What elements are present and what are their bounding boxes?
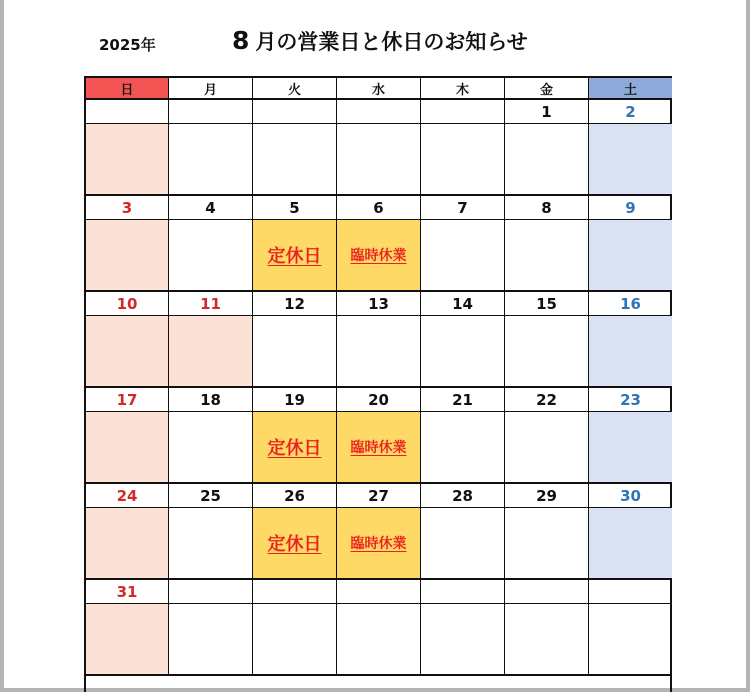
date-number: 12 xyxy=(253,292,337,316)
date-number: 14 xyxy=(421,292,505,316)
day-cell xyxy=(337,124,421,196)
day-cell xyxy=(253,508,337,580)
day-cell xyxy=(253,604,337,676)
date-number: 9 xyxy=(589,196,672,220)
temporary-closure-label: 臨時休業 xyxy=(350,248,407,264)
date-number: 7 xyxy=(421,196,505,220)
day-cell xyxy=(169,412,253,484)
day-cell xyxy=(337,316,421,388)
date-number xyxy=(169,580,253,604)
day-cell xyxy=(421,220,505,292)
temporary-closure-label: 臨時休業 xyxy=(350,440,407,456)
day-cell xyxy=(253,124,337,196)
day-cell xyxy=(337,412,421,484)
day-cell xyxy=(86,508,169,580)
date-number xyxy=(253,580,337,604)
date-number xyxy=(86,100,169,124)
date-number: 22 xyxy=(505,388,589,412)
regular-holiday-label: 定休日 xyxy=(267,246,322,267)
regular-holiday-label: 定休日 xyxy=(267,534,322,555)
day-cell xyxy=(589,220,672,292)
weekday-header: 火 xyxy=(253,78,337,100)
day-cell xyxy=(86,604,169,676)
date-number: 15 xyxy=(505,292,589,316)
date-number: 5 xyxy=(253,196,337,220)
day-cell xyxy=(505,220,589,292)
year-label: 2025年 xyxy=(99,36,156,54)
date-number: 30 xyxy=(589,484,672,508)
day-cell xyxy=(253,412,337,484)
date-number: 8 xyxy=(505,196,589,220)
date-number xyxy=(337,580,421,604)
title-text: 月の営業日と休日のお知らせ xyxy=(255,30,528,54)
day-cell xyxy=(169,124,253,196)
page-title xyxy=(232,26,528,56)
day-cell xyxy=(505,604,589,676)
day-cell xyxy=(337,508,421,580)
day-cell xyxy=(589,508,672,580)
day-cell xyxy=(589,316,672,388)
day-cell xyxy=(169,604,253,676)
date-number xyxy=(337,100,421,124)
date-number xyxy=(421,580,505,604)
day-cell xyxy=(505,508,589,580)
day-cell xyxy=(421,412,505,484)
temporary-closure-label: 臨時休業 xyxy=(350,536,407,552)
date-number: 13 xyxy=(337,292,421,316)
day-cell xyxy=(421,316,505,388)
weekday-header: 金 xyxy=(505,78,589,100)
date-number: 20 xyxy=(337,388,421,412)
date-number: 25 xyxy=(169,484,253,508)
date-number: 3 xyxy=(86,196,169,220)
notice-sheet xyxy=(4,0,746,688)
date-number xyxy=(253,100,337,124)
date-number: 19 xyxy=(253,388,337,412)
date-number: 1 xyxy=(505,100,589,124)
day-cell xyxy=(589,124,672,196)
date-number xyxy=(589,580,672,604)
day-cell xyxy=(253,220,337,292)
date-number xyxy=(421,100,505,124)
date-number: 23 xyxy=(589,388,672,412)
date-number: 17 xyxy=(86,388,169,412)
date-number: 2 xyxy=(589,100,672,124)
date-number: 4 xyxy=(169,196,253,220)
date-number: 24 xyxy=(86,484,169,508)
day-cell xyxy=(86,316,169,388)
date-number: 26 xyxy=(253,484,337,508)
date-number: 10 xyxy=(86,292,169,316)
date-number xyxy=(169,100,253,124)
day-cell xyxy=(589,412,672,484)
day-cell xyxy=(169,220,253,292)
day-cell xyxy=(505,316,589,388)
date-number: 27 xyxy=(337,484,421,508)
weekday-header: 月 xyxy=(169,78,253,100)
date-number: 6 xyxy=(337,196,421,220)
date-number: 21 xyxy=(421,388,505,412)
regular-holiday-label: 定休日 xyxy=(267,438,322,459)
weekday-header: 水 xyxy=(337,78,421,100)
day-cell xyxy=(337,604,421,676)
day-cell xyxy=(505,124,589,196)
date-number: 28 xyxy=(421,484,505,508)
day-cell xyxy=(253,316,337,388)
day-cell xyxy=(86,220,169,292)
day-cell xyxy=(589,604,672,676)
day-cell xyxy=(169,316,253,388)
date-number: 18 xyxy=(169,388,253,412)
day-cell xyxy=(86,124,169,196)
date-number: 11 xyxy=(169,292,253,316)
date-number xyxy=(505,580,589,604)
month-number: 8 xyxy=(232,26,250,55)
weekday-header: 日 xyxy=(86,78,169,100)
day-cell xyxy=(421,124,505,196)
day-cell xyxy=(421,604,505,676)
day-cell xyxy=(505,412,589,484)
day-cell xyxy=(169,508,253,580)
date-number: 29 xyxy=(505,484,589,508)
date-number: 16 xyxy=(589,292,672,316)
day-cell xyxy=(86,412,169,484)
weekday-header: 木 xyxy=(421,78,505,100)
day-cell xyxy=(421,508,505,580)
day-cell xyxy=(337,220,421,292)
date-number: 31 xyxy=(86,580,169,604)
weekday-header: 土 xyxy=(589,78,672,100)
calendar-grid xyxy=(84,76,672,692)
